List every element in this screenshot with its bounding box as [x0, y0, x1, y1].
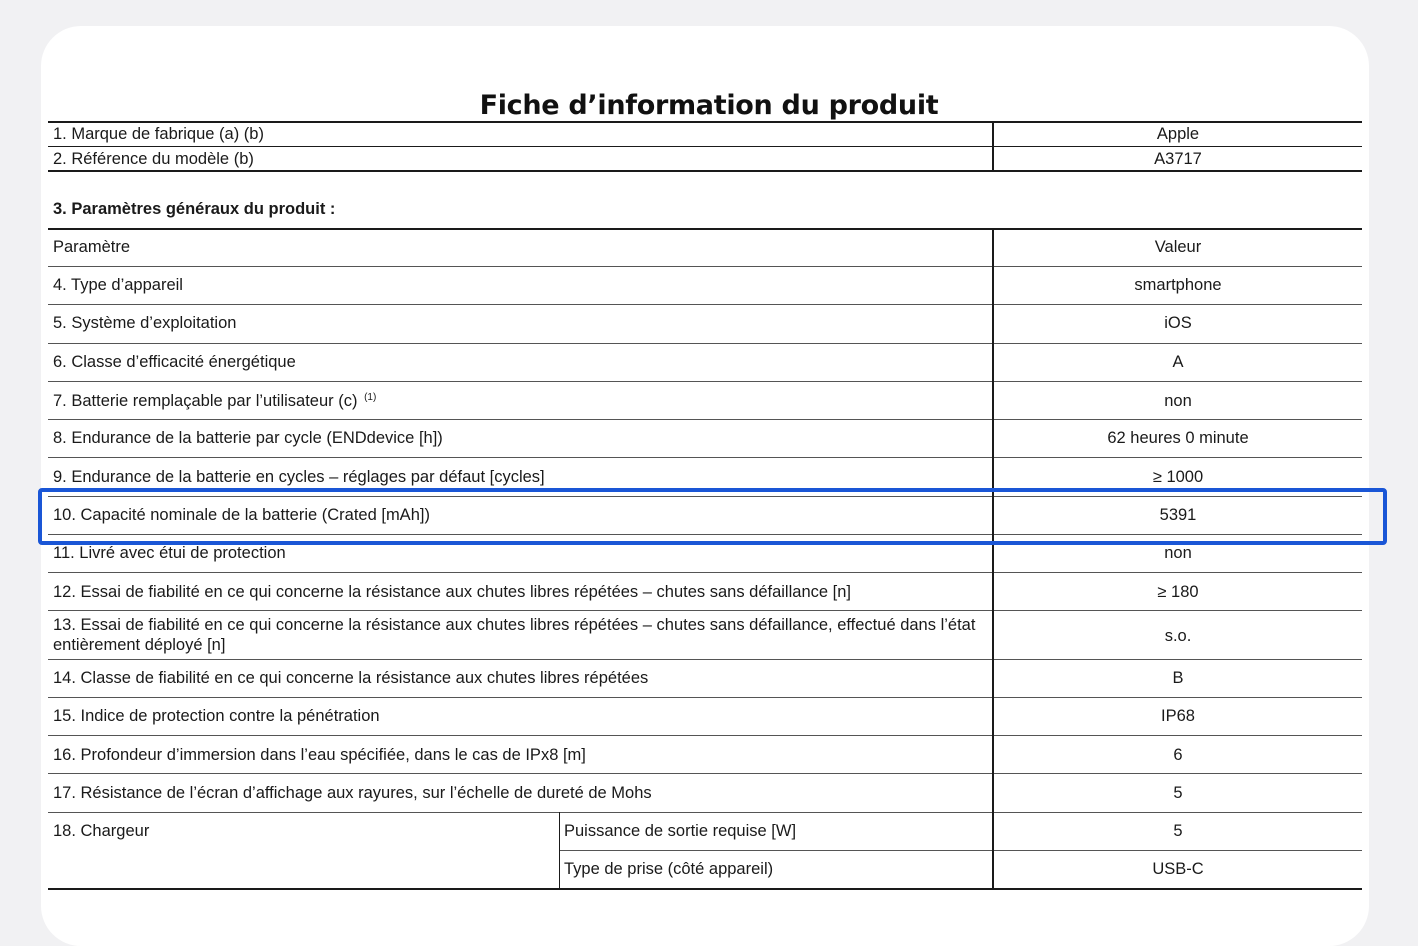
table-row-value: non [1164, 544, 1192, 562]
table-row-label: 8. Endurance de la batterie par cycle (ENDdevice [h]) [53, 429, 443, 447]
table-row-value: 6 [1173, 746, 1183, 764]
rule [48, 888, 1362, 890]
charger-power-label: Puissance de sortie requise [W] [564, 822, 797, 840]
table-row-value: ≥ 180 [1157, 583, 1199, 601]
rule [48, 659, 1362, 660]
table-row-value: iOS [1164, 314, 1192, 332]
rule [48, 266, 1362, 267]
brand-value: Apple [1156, 125, 1200, 143]
charger-plug-label: Type de prise (côté appareil) [564, 860, 774, 878]
rule [48, 457, 1362, 458]
rule [48, 343, 1362, 344]
table-row-label: 16. Profondeur d’immersion dans l’eau spécifiée, dans le cas de IPx8 [m] [53, 746, 586, 764]
charger-label: 18. Chargeur [53, 822, 150, 840]
table-row-value: s.o. [1164, 627, 1192, 645]
rule [48, 146, 1362, 147]
rule [48, 381, 1362, 382]
table-row-label: 12. Essai de fiabilité en ce qui concerne la résistance aux chutes libres répétées – chutes sans défaillance [n] [53, 583, 851, 601]
rule [48, 121, 1362, 123]
table-header-value: Valeur [1154, 238, 1202, 256]
rule [48, 170, 1362, 172]
table-row-label: 9. Endurance de la batterie en cycles – réglages par défaut [cycles] [53, 468, 545, 486]
rule [48, 572, 1362, 573]
footnote-marker: (1) [364, 391, 377, 403]
table-row-value: non [1164, 392, 1192, 410]
rule [48, 610, 1362, 611]
rule [48, 419, 1362, 420]
rule [48, 697, 1362, 698]
table-row-label: 17. Résistance de l’écran d’affichage aux rayures, sur l’échelle de dureté de Mohs [53, 784, 652, 802]
table-row-label-with-note [53, 391, 376, 411]
charger-power-value: 5 [1173, 822, 1183, 840]
model-label: 2. Référence du modèle (b) [53, 150, 254, 168]
charger-plug-value: USB-C [1152, 860, 1204, 878]
table-row-value: smartphone [1134, 276, 1222, 294]
table-row-label: 13. Essai de fiabilité en ce qui concerne la résistance aux chutes libres répétées – chutes sans défaillance, effectué dans l’état entièrement déployé [n] [53, 616, 976, 654]
rule [48, 228, 1362, 230]
table-row-label: 15. Indice de protection contre la pénétration [53, 707, 380, 725]
table-row-label: 10. Capacité nominale de la batterie (Crated [mAh]) [53, 506, 430, 524]
brand-label: 1. Marque de fabrique (a) (b) [53, 125, 264, 143]
charger-divider [559, 812, 560, 890]
rule [48, 304, 1362, 305]
table-row-label: 7. Batterie remplaçable par l’utilisateur (c) [53, 392, 358, 410]
table-row-value: B [1172, 669, 1184, 687]
rule [48, 812, 1362, 813]
table-row-value: 62 heures 0 minute [1107, 429, 1249, 447]
rule [48, 773, 1362, 774]
table-row-value: 5 [1173, 784, 1183, 802]
table-row-value: 5391 [1159, 506, 1197, 524]
rule [48, 735, 1362, 736]
section-title: 3. Paramètres généraux du produit : [53, 200, 336, 218]
table-row-label: 6. Classe d’efficacité énergétique [53, 353, 296, 371]
table-header-param: Paramètre [53, 238, 131, 256]
table-row-label: 4. Type d’appareil [53, 276, 183, 294]
table-row-label: 11. Livré avec étui de protection [53, 544, 286, 562]
table-row-value: A [1172, 353, 1184, 371]
model-value: A3717 [1154, 150, 1202, 168]
table-row-label: 14. Classe de fiabilité en ce qui concerne la résistance aux chutes libres répétées [53, 669, 649, 687]
page-title: Fiche d’information du produit [479, 90, 939, 121]
table-row-value: IP68 [1161, 707, 1195, 725]
highlight-box [38, 488, 1387, 545]
table-row-label: 5. Système d’exploitation [53, 314, 237, 332]
rule [560, 850, 1362, 851]
table-row-value: ≥ 1000 [1152, 468, 1204, 486]
